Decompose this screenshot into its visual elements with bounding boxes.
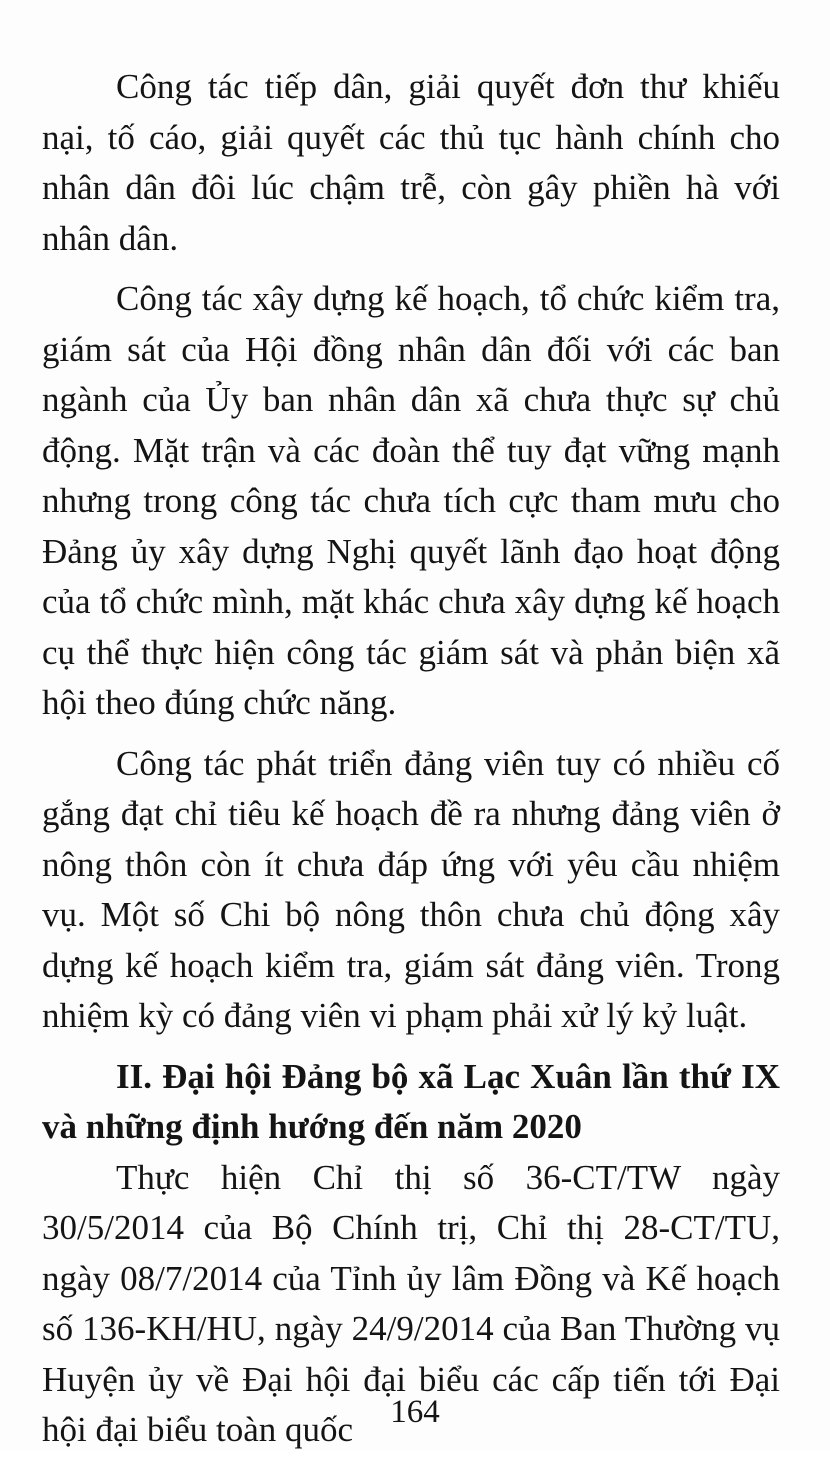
- page-number: 164: [390, 1394, 440, 1430]
- paragraph-citizen-reception: Công tác tiếp dân, giải quyết đơn thư khiếu nại, tố cáo, giải quyết các thủ tục hành chính cho nhân dân đôi lúc chậm trễ, còn gây phiền hà với nhân dân.: [42, 67, 780, 258]
- body-text: [42, 62, 780, 1466]
- paragraph-implementation: Thực hiện Chỉ thị số 36-CT/TW ngày 30/5/2014 của Bộ Chính trị, Chỉ thị 28-CT/TU, ngày 08/7/2014 của Tỉnh ủy lâm Đồng và Kế hoạch số 136-KH/HU, ngày 24/9/2014 của Ban Thường vụ Huyện ủy về Đại hội đại biểu các cấp tiến tới Đại hội đại biểu toàn quốc: [42, 1157, 780, 1449]
- paragraph-planning-supervision: Công tác xây dựng kế hoạch, tổ chức kiểm tra, giám sát của Hội đồng nhân dân đối với các ban ngành của Ủy ban nhân dân xã chưa thực sự chủ động. Mặt trận và các đoàn thể tuy đạt vững mạnh nhưng trong công tác chưa tích cực tham mưu cho Đảng ủy xây dựng Nghị quyết lãnh đạo hoạt động của tổ chức mình, mặt khác chưa xây dựng kế hoạch cụ thể thực hiện công tác giám sát và phản biện xã hội theo đúng chức năng.: [42, 279, 780, 722]
- section-heading: II. Đại hội Đảng bộ xã Lạc Xuân lần thứ IX và những định hướng đến năm 2020: [42, 1056, 780, 1146]
- paragraph-party-member-development: Công tác phát triển đảng viên tuy có nhiều cố gắng đạt chỉ tiêu kế hoạch đề ra nhưng đảng viên ở nông thôn còn ít chưa đáp ứng với yêu cầu nhiệm vụ. Một số Chi bộ nông thôn chưa chủ động xây dựng kế hoạch kiểm tra, giám sát đảng viên. Trong nhiệm kỳ có đảng viên vi phạm phải xử lý kỷ luật.: [42, 743, 780, 1035]
